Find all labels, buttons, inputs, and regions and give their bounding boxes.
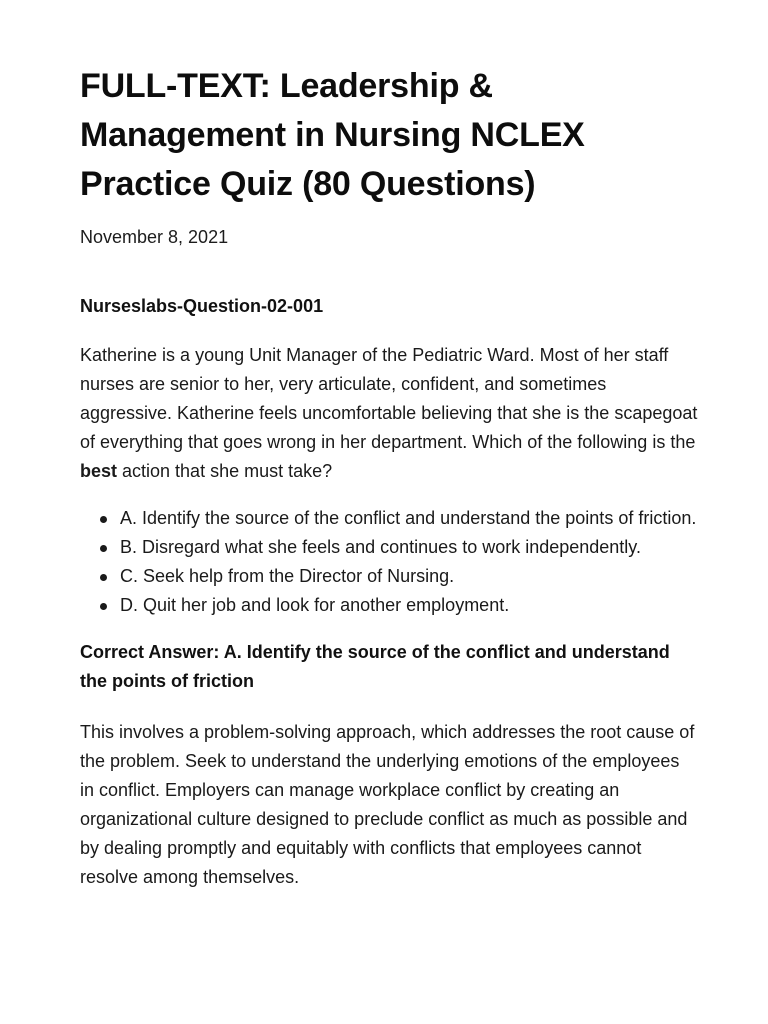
question-stem-part-1: Katherine is a young Unit Manager of the Pediatric Ward. Most of her staff nurses are senior to her, very articulate, confident, and sometimes aggressive. Katherine feels uncomfortable believing that she is the scapegoat of everything that goes wrong in her department. Which of the following is the <box>80 345 698 452</box>
answer-option-text: B. Disregard what she feels and continues to work independently. <box>120 537 641 557</box>
question-id: Nurseslabs-Question-02-001 <box>80 296 324 316</box>
answer-option-b <box>80 533 698 562</box>
answer-options-list <box>80 504 698 620</box>
answer-option-a <box>80 504 698 533</box>
answer-option-d <box>80 591 698 620</box>
answer-explanation: This involves a problem-solving approach, which addresses the root cause of the problem. Seek to understand the underlying emotions of the employees in conflict. Employers can manage workplace conflict by creating an organizational culture designed to preclude conflict as much as possible and by dealing promptly and equitably with conflicts that employees cannot resolve among themselves. <box>80 722 695 887</box>
question-stem-emphasis: best <box>80 461 118 481</box>
publish-date: November 8, 2021 <box>80 227 229 247</box>
question-stem <box>80 341 698 486</box>
answer-option-text: C. Seek help from the Director of Nursing. <box>120 566 455 586</box>
bullet-icon <box>100 574 107 581</box>
correct-answer: Correct Answer: A. Identify the source of the conflict and understand the points of friction <box>80 642 670 691</box>
bullet-icon <box>100 603 107 610</box>
answer-option-text: A. Identify the source of the conflict and understand the points of friction. <box>120 508 697 528</box>
answer-option-c <box>80 562 698 591</box>
question-stem-part-2: action that she must take? <box>117 461 333 481</box>
answer-option-text: D. Quit her job and look for another employment. <box>120 595 510 615</box>
bullet-icon <box>100 516 107 523</box>
bullet-icon <box>100 545 107 552</box>
article-title: FULL-TEXT: Leadership & Management in Nursing NCLEX Practice Quiz (80 Questions) <box>80 67 585 203</box>
